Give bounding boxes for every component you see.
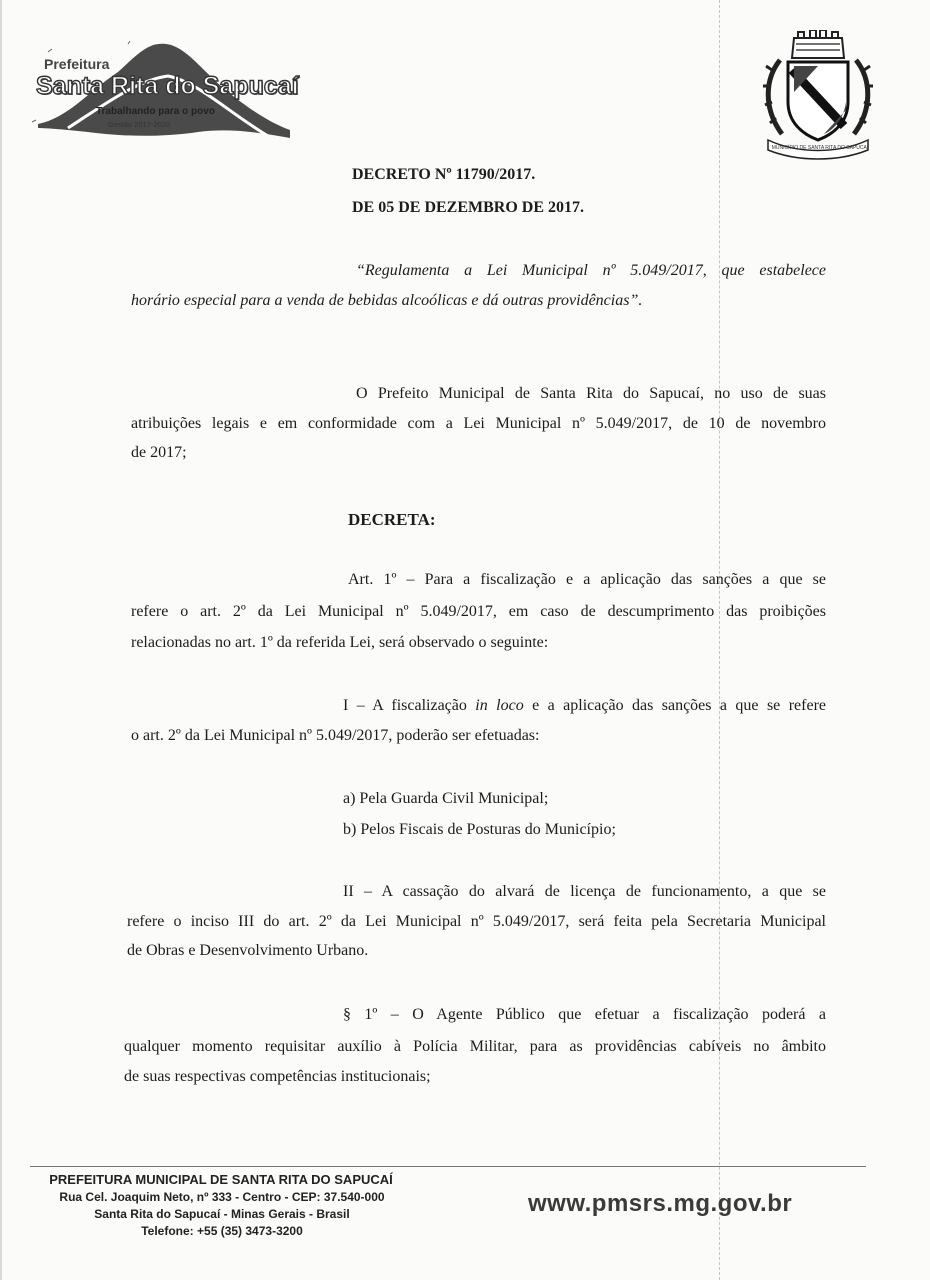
paragrafo1-line-1: § 1º – O Agente Público que efetuar a fiscalização poderá a bbox=[343, 1006, 826, 1023]
decree-number: DECRETO Nº 11790/2017. bbox=[352, 166, 536, 183]
art1-line-1: Art. 1º – Para a fiscalização e a aplicação das sanções a que se bbox=[348, 571, 826, 588]
scan-fold-line bbox=[719, 0, 720, 1280]
paragrafo1-line-3: de suas respectivas competências institucionais; bbox=[124, 1068, 431, 1085]
ementa-line-2: horário especial para a venda de bebidas alcoólicas e dá outras providências”. bbox=[131, 292, 643, 309]
inciso2-line-2: refere o inciso III do art. 2º da Lei Municipal nº 5.049/2017, será feita pela Secretaria Municipal bbox=[127, 913, 826, 930]
art1-line-2: refere o art. 2º da Lei Municipal nº 5.049/2017, em caso de descumprimento das proibições bbox=[131, 603, 826, 620]
inciso1-line-1 bbox=[343, 697, 826, 715]
footer-address: Rua Cel. Joaquim Neto, nº 333 - Centro - CEP: 37.540-000 bbox=[59, 1190, 385, 1204]
inciso1-text-after: e a aplicação das sanções a que se refere bbox=[523, 697, 826, 714]
alinea-a: a) Pela Guarda Civil Municipal; bbox=[343, 790, 549, 807]
ementa-line-1: “Regulamenta a Lei Municipal nº 5.049/2017, que estabelece bbox=[356, 262, 826, 279]
art1-line-3: relacionadas no art. 1º da referida Lei, será observado o seguinte: bbox=[131, 634, 549, 651]
footer-website: www.pmsrs.mg.gov.br bbox=[528, 1190, 793, 1217]
preamble-line-1: O Prefeito Municipal de Santa Rita do Sapucaí, no uso de suas bbox=[356, 385, 826, 402]
inciso1-line-2: o art. 2º da Lei Municipal nº 5.049/2017, poderão ser efetuadas: bbox=[131, 727, 540, 744]
coat-of-arms-icon bbox=[758, 30, 878, 160]
scan-edge bbox=[0, 0, 2, 1280]
footer-phone: Telefone: +55 (35) 3473-3200 bbox=[141, 1224, 303, 1238]
logo-city-name: Santa Rita do Sapucaí bbox=[36, 72, 299, 100]
paragrafo1-line-2: qualquer momento requisitar auxílio à Polícia Militar, para as providências cabíveis no âmbito bbox=[124, 1038, 826, 1055]
footer-city: Santa Rita do Sapucaí - Minas Gerais - Brasil bbox=[94, 1207, 350, 1221]
decreta-heading: DECRETA: bbox=[348, 510, 436, 529]
coat-of-arms-ribbon-text: MUNICÍPIO DE SANTA RITA DO SAPUCAÍ bbox=[771, 145, 869, 151]
logo-gestao: Gestão 2017-2020 bbox=[108, 120, 171, 129]
inciso1-in-loco: in loco bbox=[475, 697, 524, 714]
footer-institution-name: PREFEITURA MUNICIPAL DE SANTA RITA DO SAPUCAÍ bbox=[49, 1172, 393, 1187]
logo-prefeitura-text: Prefeitura bbox=[44, 56, 110, 72]
decree-date: DE 05 DE DEZEMBRO DE 2017. bbox=[352, 199, 585, 216]
alinea-b: b) Pelos Fiscais de Posturas do Município; bbox=[343, 821, 616, 838]
inciso2-line-1: II – A cassação do alvará de licença de funcionamento, a que se bbox=[343, 883, 826, 900]
preamble-line-3: de 2017; bbox=[131, 444, 187, 461]
preamble-line-2: atribuições legais e em conformidade com a Lei Municipal nº 5.049/2017, de 10 de novembro bbox=[131, 415, 826, 432]
footer-divider bbox=[30, 1166, 866, 1167]
inciso1-text-before: I – A fiscalização bbox=[343, 697, 476, 714]
logo-slogan: Trabalhando para o povo bbox=[96, 106, 215, 117]
inciso2-line-3: de Obras e Desenvolvimento Urbano. bbox=[127, 942, 369, 959]
